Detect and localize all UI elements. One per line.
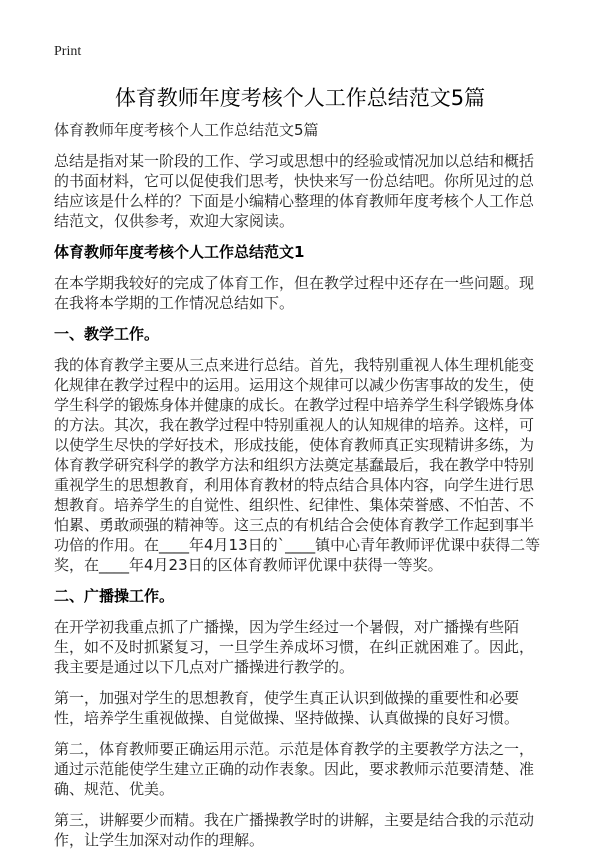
paragraph: 体育教师年度考核个人工作总结范文5篇 (54, 121, 319, 139)
section-heading: 二、广播操工作。 (54, 587, 175, 605)
paragraph: 第三，讲解要少而精。我在广播操教学时的讲解，主要是结合我的示范动作，让学生加深对动作的理解。 (54, 811, 535, 849)
paragraph: 第一，加强对学生的思想教育，使学生真正认识到做操的重要性和必要性，培养学生重视做操、自觉做操、坚持做操、认真做操的良好习惯。 (54, 689, 520, 727)
print-link[interactable]: Print (54, 44, 82, 59)
section-heading: 一、教学工作。 (54, 325, 160, 343)
document-body (54, 120, 548, 861)
page-title: 体育教师年度考核个人工作总结范文5篇 (114, 86, 486, 110)
paragraph: 总结是指对某一阶段的工作、学习或思想中的经验或情况加以总结和概括的书面材料，它可以促使我们思考，快快来写一份总结吧。你所见过的总结应该是什么样的？下面是小编精心整理的体育教师年度考核个人工作总结范文，仅供参考，欢迎大家阅读。 (54, 152, 535, 230)
paragraph: 在本学期我较好的完成了体育工作，但在教学过程中还存在一些问题。现在我将本学期的工作情况总结如下。 (54, 274, 535, 312)
paragraph: 我的体育教学主要从三点来进行总结。首先，我特别重视人体生理机能变化规律在教学过程中的运用。运用这个规律可以减少伤害事故的发生，使学生科学的锻炼身体并健康的成长。在教学过程中培养学生科学锻炼身体的方法。其次，我在教学过程中特别重视人的认知规律的培养。这样，可以使学生尽快的学好技术，形成技能，使体育教师真正实现精讲多练，为体育教学研究科学的教学方法和组织方法奠定基蠢最后，我在教学中特别重视学生的思想教育，利用体育教材的特点结合具体内容，向学生进行思想教育。培养学生的自觉性、组织性、纪律性、集体荣誉感、不怕苦、不怕累、勇敢顽强的精神等。这三点的有机结合会使体育教学工作起到事半功倍的作用。在____年4月13日的`____镇中心青年教师评优课中获得二等奖，在____年4月23日的区体育教师评优课中获得一等奖。 (54, 356, 541, 574)
paragraph: 在开学初我重点抓了广播操，因为学生经过一个暑假，对广播操有些陌生，如不及时抓紧复习，一旦学生养成坏习惯，在纠正就困难了。因此，我主要是通过以下几点对广播操进行教学的。 (54, 618, 535, 676)
paragraph: 第二，体育教师要正确运用示范。示范是体育教学的主要教学方法之一，通过示范能使学生建立正确的动作表象。因此，要求教师示范要清楚、准确、规范、优美。 (54, 740, 535, 798)
section-heading: 体育教师年度考核个人工作总结范文1 (54, 243, 305, 261)
